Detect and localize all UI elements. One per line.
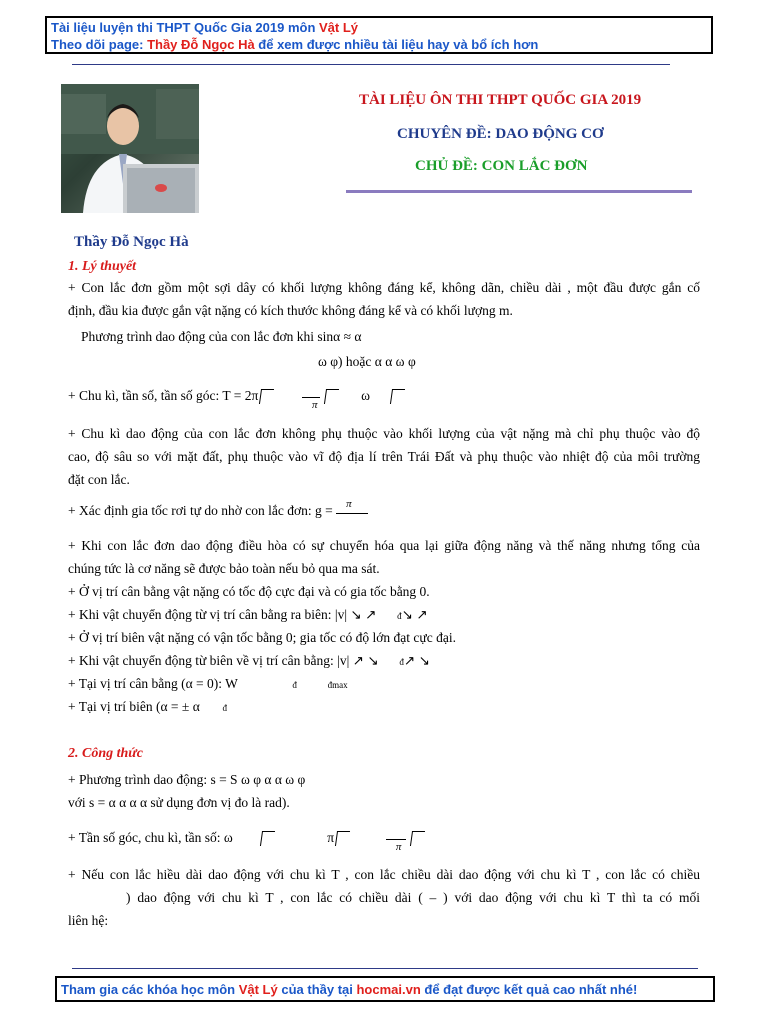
paragraph-line: ) dao động với chu kì T , con lắc có chiều dài ( – ) với dao động với chu kì T thì ta có mối <box>126 890 700 905</box>
section-heading-theory: 1. Lý thuyết <box>68 259 137 274</box>
header-divider <box>72 64 670 65</box>
equation-text: ω <box>361 388 371 403</box>
title-divider <box>346 190 692 193</box>
hocmai-link[interactable]: hocmai.vn <box>356 982 421 997</box>
equation-line <box>68 388 404 411</box>
paragraph-text: + Khi vật chuyển động từ biên về vị trí cân bằng: |v| ↗ ↘ <box>68 653 379 668</box>
paragraph-line: liên hệ: <box>68 913 109 928</box>
banner-text: Theo dõi page: <box>51 37 148 52</box>
fraction-denominator: π <box>395 840 402 853</box>
banner-text: Tham gia các khóa học môn <box>61 982 239 997</box>
subscript: đ <box>397 611 402 621</box>
paragraph-line: + Nếu con lắc hiều dài dao động với chu kì T , con lắc chiều dài dao động với chu kì T , con lắc có chiều <box>68 867 700 882</box>
paragraph-text: + Tại vị trí cân bằng (α = 0): W <box>68 676 238 691</box>
paragraph-line: + Ở vị trí biên vật nặng có vận tốc bằng 0; gia tốc có độ lớn đạt cực đại. <box>68 630 456 645</box>
footer-divider <box>72 968 698 969</box>
document-subtopic: CHỦ ĐỀ: CON LẮC ĐƠN <box>415 158 588 174</box>
paragraph-line: + Chu kì dao động của con lắc đơn không phụ thuộc vào khối lượng của vật nặng mà chỉ phụ thuộc vào độ <box>68 426 700 441</box>
equation-line <box>68 830 424 853</box>
author-name: Thầy Đỗ Ngọc Hà <box>74 234 189 250</box>
paragraph-line: chúng tức là cơ năng sẽ được bảo toàn nếu bỏ qua ma sát. <box>68 561 380 576</box>
paragraph-line: với s = α α α α sử dụng đơn vị đo là rad). <box>68 795 290 810</box>
banner-text: Tài liệu luyện thi THPT Quốc Gia 2019 môn <box>51 20 319 35</box>
paragraph-line: + Ở vị trí cân bằng vật nặng có tốc độ cực đại và có gia tốc bằng 0. <box>68 584 430 599</box>
top-banner <box>45 16 713 54</box>
document-topic: CHUYÊN ĐỀ: DAO ĐỘNG CƠ <box>397 126 604 142</box>
sqrt-symbol <box>335 831 350 846</box>
section-heading-formulas: 2. Công thức <box>68 746 143 761</box>
banner-line-1 <box>51 19 707 36</box>
paragraph-line <box>68 653 430 669</box>
equation-line <box>68 497 368 519</box>
sqrt-symbol <box>390 389 405 404</box>
document-title: TÀI LIỆU ÔN THI THPT QUỐC GIA 2019 <box>359 92 642 108</box>
sqrt-symbol <box>260 831 275 846</box>
banner-line-2 <box>51 36 707 53</box>
equation-text: + Xác định gia tốc rơi tự do nhờ con lắc đơn: g = <box>68 503 337 518</box>
paragraph-text: + Khi vật chuyển động từ vị trí cân bằng ra biên: |v| ↘ ↗ <box>68 607 377 622</box>
paragraph-text: + Tại vị trí biên (α = ± α <box>68 699 200 714</box>
paragraph-line <box>68 676 348 692</box>
sqrt-symbol <box>259 389 274 404</box>
paragraph-line: Phương trình dao động của con lắc đơn khi sinα ≈ α <box>81 329 362 344</box>
paragraph-line: + Con lắc đơn gồm một sợi dây có khối lượng không đáng kể, không dãn, chiều dài , một đầu được gắn cố <box>68 280 700 295</box>
paragraph-text: ↗ ↘ <box>403 653 430 668</box>
paragraph-line: đặt con lắc. <box>68 472 130 487</box>
equation-line: ω φ) hoặc α α ω φ <box>318 354 416 369</box>
bottom-banner <box>55 976 715 1002</box>
fraction-denominator: π <box>312 398 318 411</box>
subscript: đ <box>222 703 228 713</box>
equation-text: + Tần số góc, chu kì, tần số: ω <box>68 830 233 845</box>
paragraph-line <box>68 607 428 623</box>
sqrt-symbol <box>324 389 339 404</box>
banner-subject: Vật Lý <box>238 982 278 997</box>
paragraph-line: định, đầu kia được gắn vật nặng có kích thước không đáng kể và có khối lượng m. <box>68 303 513 318</box>
paragraph-line: + Khi con lắc đơn dao động điều hòa có sự chuyển hóa qua lại giữa động năng và thế năng nhưng tổng của <box>68 538 700 553</box>
paragraph-line <box>68 699 227 715</box>
banner-text: để đạt được kết quả cao nhất nhé! <box>420 982 638 997</box>
banner-page-link[interactable]: Thầy Đỗ Ngọc Hà <box>147 37 255 52</box>
banner-subject: Vật Lý <box>319 20 359 35</box>
banner-text: của thầy tại <box>277 982 357 997</box>
subscript: đ <box>399 657 404 667</box>
teacher-photo <box>61 84 199 213</box>
paragraph-line: cao, độ sâu so với mặt đất, phụ thuộc vào vĩ độ địa lí trên Trái Đất và phụ thuộc vào nhiệt độ của môi trường <box>68 449 700 464</box>
paragraph-text: ↘ ↗ <box>401 607 428 622</box>
equation-line: + Phương trình dao động: s = S ω φ α α ω φ <box>68 772 306 787</box>
subscript: đ <box>292 680 297 690</box>
fraction <box>336 497 368 519</box>
equation-text: + Chu kì, tần số, tần số góc: T = 2π <box>68 388 259 403</box>
banner-text: để xem được nhiều tài liệu hay và bổ ích hơn <box>254 37 539 52</box>
sqrt-symbol <box>410 831 425 846</box>
fraction-numerator: π <box>346 497 352 510</box>
equation-text: π <box>327 830 335 845</box>
subscript: đmax <box>327 680 348 690</box>
